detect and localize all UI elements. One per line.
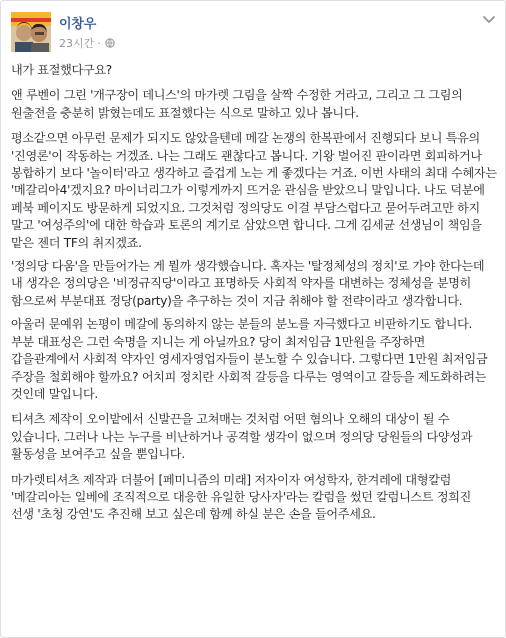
post-paragraph: '정의당 다움'을 만들어가는 게 뭘까 생각했습니다. 혹자는 '탈정체성의 정치'로 가야 한다는데 내 생각은 정의당은 '비정규직당'이라고 표명하듯 사회적 약자를 대변하는 정체성을 분명히 함으로써 부분대표 정당(party)을 추구하는 것이 지금 취해야 할 전략이라고 생각합니다.: [11, 259, 485, 308]
post-header: [1, 1, 505, 61]
chevron-down-icon[interactable]: [481, 11, 497, 27]
post-paragraph: 앤 루벤이 그린 '개구장이 데니스'의 마가렛 그림을 살짝 수정한 거라고, 그리고 그 그림의 원출전을 충분히 밝혔는데도 표절했다는 식으로 말하고 있나 봅니다.: [11, 88, 463, 120]
bullet-separator: ·: [97, 36, 101, 50]
post-timestamp[interactable]: 23시간: [59, 37, 95, 50]
post-body: [11, 62, 497, 532]
post-meta: [59, 35, 115, 51]
post-paragraph: 티셔츠 제작이 오이밭에서 신발끈을 고쳐매는 것처럼 어떤 혐의나 오해의 대상이 될 수 있습니다. 그러나 나는 누구를 비난하거나 공격할 생각이 없으며 정의당 당원들의 다양성과 활동성을 보여주고 싶을 뿐입니다.: [11, 412, 473, 462]
author-name[interactable]: 이창우: [59, 17, 97, 32]
post-paragraph: 아울러 문예위 논평이 메갈에 동의하지 않는 분들의 분노를 자극했다고 비판하기도 합니다. 부분 대표성은 그런 숙명을 지니는 게 아닐까요? 당이 최저임금 1만원을 주장하면 갑을관계에서 사회적 약자인 영세자영업자들이 분노할 수 있습니다. 그렇다면 1만원 최저임금 주장을 철회해야 할까요? 어치피 정치란 사회적 갈등을 다루는 영역이고 갈등을 제도화하려는 것인데 말입니다.: [11, 317, 488, 401]
post-paragraph: 평소같으면 아무런 문제가 되지도 않았을텐데 메갈 논쟁의 한복판에서 진행되다 보니 특유의 '진영론'이 작동하는 거겠죠. 나는 그래도 괜찮다고 봅니다. 기왕 벌어진 판이라면 회피하거나 봉합하기 보다 '놀이터'라고 생각하고 즐겁게 노는 게 좋겠다는 거죠. 이번 사태의 최대 수혜자는 '메갈리아4'겠지요? 마이너리그가 이렇게까지 뜨거운 관심을 받았으니 말입니다. 나도 덕분에 페북 페이지도 방문하게 되었지요. 그것처럼 정의당도 이걸 부담스럽다고 묻어두려고만 하지 말고 '여성주의'에 대한 학습과 토론의 계기로 삼았으면 합니다. 그게 김세균 선생님이 책임을 맡은 젠더 TF의 취지겠죠.: [11, 131, 497, 250]
globe-icon[interactable]: [105, 38, 115, 48]
post-paragraph: 내가 표절했다구요?: [11, 63, 112, 77]
post-paragraph: 마가렛티셔츠 제작과 더불어 [페미니즘의 미래] 저자이자 여성학자, 한겨레에 대형칼럼 '메갈리아는 일베에 조직적으로 대응한 유일한 당사자'라는 칼럼을 썼던 칼럼니스트 정희진 선생 '초청 강연'도 추진해 보고 싶은데 함께 하실 분은 손을 들어주세요.: [11, 472, 472, 522]
author-avatar[interactable]: [11, 12, 51, 52]
